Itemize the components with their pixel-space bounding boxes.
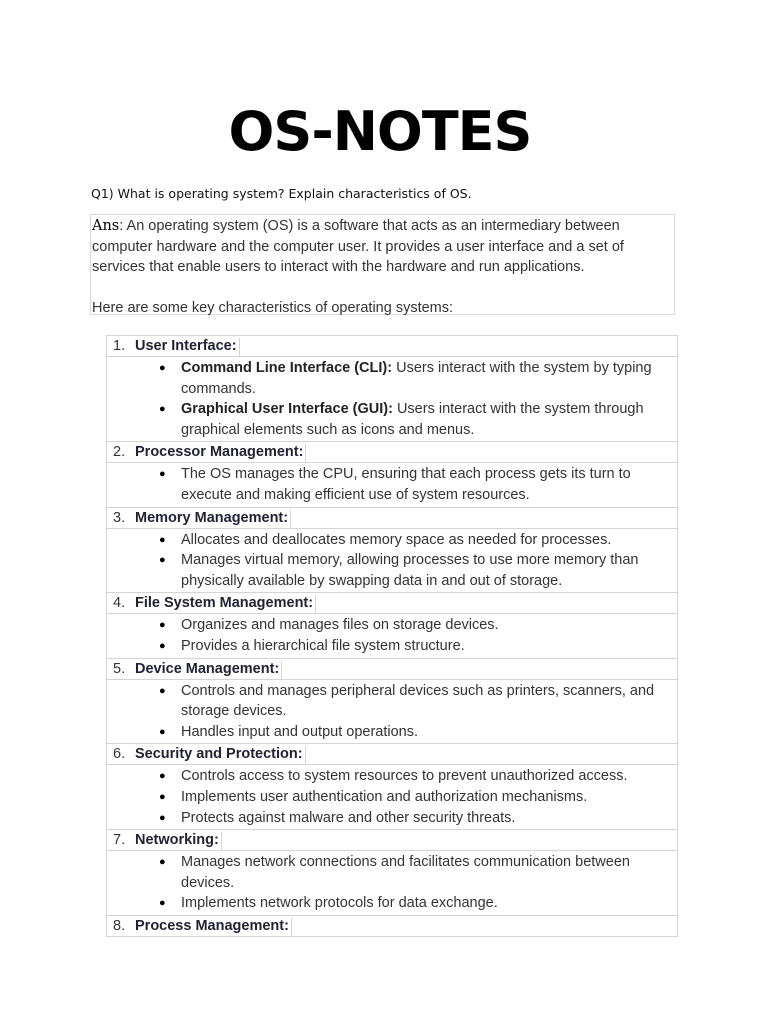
bullet-dot-icon: ●: [159, 770, 166, 783]
section-heading: File System Management:: [135, 595, 316, 614]
page-title: OS-NOTES: [228, 100, 532, 163]
bullet-dot-icon: ●: [159, 811, 166, 824]
section-heading: Process Management:: [135, 918, 292, 937]
section-heading-row: [106, 441, 678, 463]
section-bullets: [106, 356, 678, 442]
bullet-text: Users interact with the system through graphical elements such as icons and menus.: [181, 401, 644, 438]
section-bullets: [106, 764, 678, 830]
bullet-dot-icon: ●: [159, 639, 166, 652]
section-heading-row: [106, 507, 678, 529]
bullet-dot-icon: ●: [159, 619, 166, 632]
bullet-dot-icon: ●: [159, 554, 166, 567]
characteristics-list: [106, 336, 678, 937]
bullet-item: [107, 615, 677, 636]
bullet-text: Controls access to system resources to prevent unauthorized access.: [181, 768, 628, 785]
answer-label: Ans: [92, 218, 120, 234]
bullet-text: Implements network protocols for data exchange.: [181, 895, 498, 912]
section-number: 4.: [113, 595, 126, 612]
section-number: 3.: [113, 509, 126, 526]
section-number: 5.: [113, 660, 126, 677]
question-text: Q1) What is operating system? Explain characteristics of OS.: [91, 186, 472, 201]
section-bullets: [106, 850, 678, 916]
bullet-item: [107, 852, 677, 893]
bullet-item: [107, 722, 677, 743]
bullet-text: Handles input and output operations.: [181, 723, 419, 740]
section-number: 7.: [113, 832, 126, 849]
section-heading-row: [106, 592, 678, 614]
bullet-item: [107, 766, 677, 787]
section-heading: Networking:: [135, 832, 222, 851]
bullet-item: [107, 358, 677, 399]
section-heading: Processor Management:: [135, 444, 306, 463]
section-number: 6.: [113, 746, 126, 763]
section-heading: Security and Protection:: [135, 746, 306, 765]
answer-box: [90, 214, 675, 315]
bullet-dot-icon: ●: [159, 468, 166, 481]
bullet-dot-icon: ●: [159, 897, 166, 910]
section-heading-row: [106, 915, 678, 937]
bullet-term: Graphical User Interface (GUI):: [181, 401, 393, 418]
section-number: 1.: [113, 338, 126, 354]
bullet-text: Provides a hierarchical file system structure.: [181, 637, 465, 654]
bullet-term: Command Line Interface (CLI):: [181, 360, 393, 376]
bullet-dot-icon: ●: [159, 403, 166, 416]
section-number: 8.: [113, 917, 126, 934]
section-heading: Memory Management:: [135, 510, 291, 529]
section-bullets: [106, 679, 678, 745]
bullet-item: [107, 399, 677, 440]
answer-intro: [92, 216, 674, 278]
section-heading-row: [106, 658, 678, 680]
bullet-dot-icon: ●: [159, 533, 166, 546]
bullet-item: [107, 550, 677, 591]
bullet-item: [107, 808, 677, 829]
bullet-text: Organizes and manages files on storage devices.: [181, 617, 499, 634]
section-heading: User Interface:: [135, 338, 240, 357]
bullet-item: [107, 636, 677, 657]
section-heading: Device Management:: [135, 661, 282, 680]
bullet-item: [107, 681, 677, 722]
section-number: 2.: [113, 444, 126, 461]
bullet-dot-icon: ●: [159, 725, 166, 738]
section-bullets: [106, 613, 678, 658]
bullet-text: Manages network connections and facilitates communication between devices.: [181, 854, 630, 891]
bullet-item: [107, 787, 677, 808]
bullet-text: Controls and manages peripheral devices such as printers, scanners, and storage devices.: [181, 682, 655, 720]
answer-lead: Here are some key characteristics of operating systems:: [92, 299, 454, 316]
bullet-text: Implements user authentication and authorization mechanisms.: [181, 788, 588, 805]
bullet-dot-icon: ●: [159, 684, 166, 697]
bullet-text: Allocates and deallocates memory space as needed for processes.: [181, 531, 612, 548]
answer-intro-text: : An operating system (OS) is a software that acts as an intermediary between computer hardware and the computer user. It provides a user interface and a set of services that enable users to interact with the hardware and run applications.: [92, 218, 624, 276]
bullet-item: [107, 893, 677, 914]
bullet-item: [107, 530, 677, 551]
bullet-text: Protects against malware and other security threats.: [181, 809, 516, 826]
bullet-text: Users interact with the system by typing commands.: [181, 360, 652, 397]
bullet-text: Manages virtual memory, allowing processes to use more memory than physically available by swapping data in and out of storage.: [181, 552, 639, 589]
section-bullets: [106, 462, 678, 507]
section-bullets: [106, 528, 678, 594]
section-heading-row: [106, 335, 678, 357]
bullet-text: The OS manages the CPU, ensuring that each process gets its turn to execute and making efficient use of system resources.: [181, 466, 631, 503]
section-heading-row: [106, 743, 678, 765]
section-heading-row: [106, 829, 678, 851]
bullet-dot-icon: ●: [159, 856, 166, 869]
bullet-item: [107, 464, 677, 505]
bullet-dot-icon: ●: [159, 790, 166, 803]
bullet-dot-icon: ●: [159, 362, 166, 374]
